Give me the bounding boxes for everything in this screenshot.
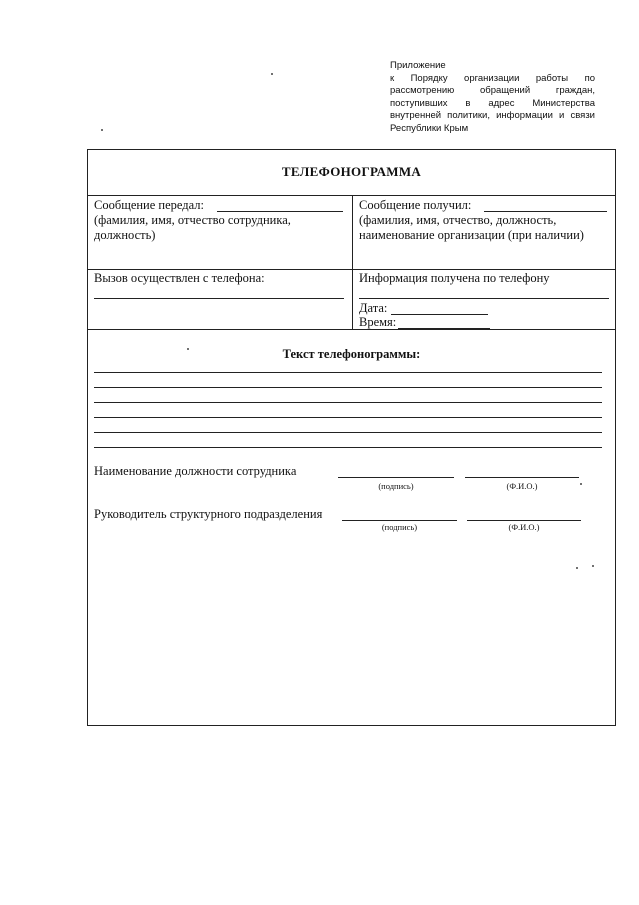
time-input-line[interactable] [398,328,490,329]
appendix-line-6: Республики Крым [390,122,469,134]
time-label: Время: [359,315,397,329]
head-signature-line[interactable] [342,520,457,521]
message-line-2[interactable] [94,387,602,388]
sender-hint-line1: (фамилия, имя, отчество сотрудника, [94,213,291,227]
appendix-line-5: внутренней политики, информации и связи [390,110,595,122]
appendix-line-4: поступивших в адрес Министерства [390,97,595,109]
receiver-label: Сообщение получил: [359,198,472,212]
receiver-input-line[interactable] [484,211,607,212]
employee-signature-caption: (подпись) [378,481,414,491]
message-line-3[interactable] [94,402,602,403]
appendix-line-2: к Порядку организации работы по [390,72,595,84]
head-name-line[interactable] [467,520,581,521]
head-signature-caption: (подпись) [381,522,418,532]
column-divider [352,195,353,329]
sender-input-line[interactable] [217,211,343,212]
receiver-hint-line1: (фамилия, имя, отчество, должность, [359,213,557,227]
message-line-1[interactable] [94,372,602,373]
message-line-6[interactable] [94,447,602,448]
call-from-input-line[interactable] [94,298,344,299]
employee-name-caption: (Ф.И.О.) [506,481,538,491]
scan-speck [271,73,273,75]
divider-after-phones [88,329,615,330]
scan-speck [101,129,103,131]
date-input-line[interactable] [391,314,488,315]
employee-name-line[interactable] [465,477,579,478]
sender-label: Сообщение передал: [94,198,205,212]
date-label: Дата: [359,301,388,315]
employee-signature-line[interactable] [338,477,454,478]
employee-position-label: Наименование должности сотрудника [94,464,297,478]
received-phone-label: Информация получена по телефону [359,271,550,285]
receiver-hint-line2: наименование организации (при наличии) [359,228,584,242]
telephonogram-form [87,149,616,726]
appendix-line-3: рассмотрению обращений граждан, [390,85,595,97]
call-from-label: Вызов осуществлен с телефона: [94,271,265,285]
form-title: ТЕЛЕФОНОГРАММА [281,164,422,179]
message-section-title: Текст телефонограммы: [282,347,421,361]
head-of-unit-label: Руководитель структурного подразделения [94,507,323,521]
message-line-5[interactable] [94,432,602,433]
appendix-note [390,60,595,136]
appendix-line-1: Приложение [390,60,446,71]
message-line-4[interactable] [94,417,602,418]
head-name-caption: (Ф.И.О.) [508,522,540,532]
received-phone-input-line[interactable] [359,298,609,299]
sender-hint-line2: должность) [94,228,156,242]
